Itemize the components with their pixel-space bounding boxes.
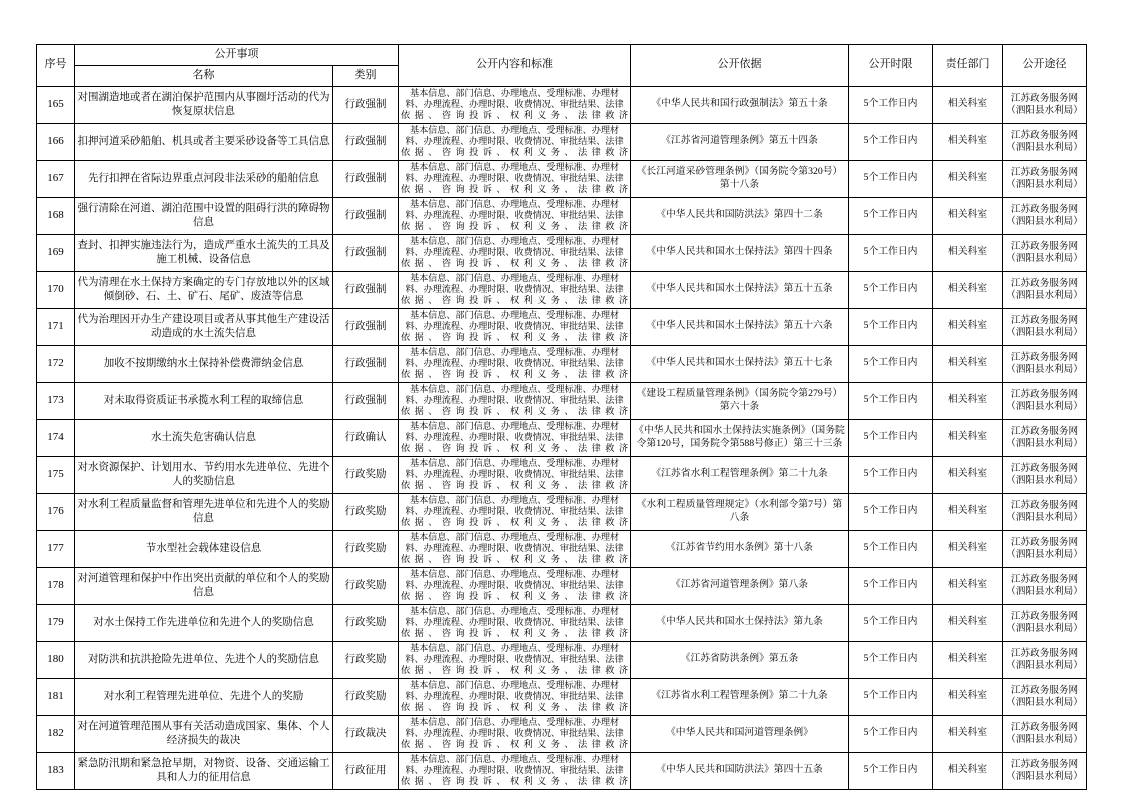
cell-department: 相关科室 bbox=[933, 234, 1003, 271]
cell-sequence: 165 bbox=[37, 86, 75, 123]
cell-basis: 《江苏省河道管理条例》第八条 bbox=[631, 567, 849, 604]
cell-type: 行政强制 bbox=[333, 382, 399, 419]
cell-department: 相关科室 bbox=[933, 308, 1003, 345]
header-name: 名称 bbox=[75, 65, 333, 86]
channel-line-2: （泗阳县水利局） bbox=[1006, 400, 1083, 412]
cell-sequence: 183 bbox=[37, 752, 75, 789]
cell-name: 代为清理在水土保持方案确定的专门存放地以外的区域倾倒砂、石、土、矿石、尾矿、废渣等信息 bbox=[75, 271, 333, 308]
cell-channel bbox=[1003, 715, 1087, 752]
table-row bbox=[37, 567, 1087, 604]
cell-limit: 5个工作日内 bbox=[849, 382, 933, 419]
channel-line-2: （泗阳县水利局） bbox=[1006, 585, 1083, 597]
cell-limit: 5个工作日内 bbox=[849, 197, 933, 234]
cell-limit: 5个工作日内 bbox=[849, 160, 933, 197]
cell-department: 相关科室 bbox=[933, 345, 1003, 382]
cell-type: 行政强制 bbox=[333, 271, 399, 308]
cell-limit: 5个工作日内 bbox=[849, 604, 933, 641]
table-row bbox=[37, 234, 1087, 271]
table-header-row-1 bbox=[37, 45, 1087, 66]
cell-content: 基本信息、部门信息、办理地点、受理标准、办理材料、办理流程、办理时限、收费情况、审批结果、法律依据、咨询投诉、权利义务、法律救济 bbox=[399, 641, 631, 678]
channel-line-2: （泗阳县水利局） bbox=[1006, 474, 1083, 486]
table-row bbox=[37, 197, 1087, 234]
cell-basis: 《中华人民共和国水土保持法》第五十五条 bbox=[631, 271, 849, 308]
cell-content: 基本信息、部门信息、办理地点、受理标准、办理材料、办理流程、办理时限、收费情况、审批结果、法律依据、咨询投诉、权利义务、法律救济 bbox=[399, 123, 631, 160]
channel-line-2: （泗阳县水利局） bbox=[1006, 104, 1083, 116]
cell-type: 行政征用 bbox=[333, 752, 399, 789]
channel-line-2: （泗阳县水利局） bbox=[1006, 696, 1083, 708]
cell-limit: 5个工作日内 bbox=[849, 641, 933, 678]
table-row bbox=[37, 382, 1087, 419]
cell-type: 行政奖励 bbox=[333, 530, 399, 567]
cell-department: 相关科室 bbox=[933, 604, 1003, 641]
cell-sequence: 166 bbox=[37, 123, 75, 160]
cell-sequence: 182 bbox=[37, 715, 75, 752]
table-row bbox=[37, 86, 1087, 123]
channel-line-1: 江苏政务服务网 bbox=[1010, 351, 1079, 363]
table-row bbox=[37, 160, 1087, 197]
channel-line-2: （泗阳县水利局） bbox=[1006, 289, 1083, 301]
cell-limit: 5个工作日内 bbox=[849, 123, 933, 160]
cell-content: 基本信息、部门信息、办理地点、受理标准、办理材料、办理流程、办理时限、收费情况、审批结果、法律依据、咨询投诉、权利义务、法律救济 bbox=[399, 456, 631, 493]
cell-name: 水土流失危害确认信息 bbox=[75, 419, 333, 456]
channel-line-2: （泗阳县水利局） bbox=[1006, 437, 1083, 449]
cell-basis: 《中华人民共和国河道管理条例》 bbox=[631, 715, 849, 752]
cell-channel bbox=[1003, 382, 1087, 419]
cell-name: 对水土保持工作先进单位和先进个人的奖励信息 bbox=[75, 604, 333, 641]
cell-channel bbox=[1003, 345, 1087, 382]
cell-channel bbox=[1003, 123, 1087, 160]
channel-line-2: （泗阳县水利局） bbox=[1006, 511, 1083, 523]
table-row bbox=[37, 604, 1087, 641]
cell-type: 行政奖励 bbox=[333, 456, 399, 493]
cell-content: 基本信息、部门信息、办理地点、受理标准、办理材料、办理流程、办理时限、收费情况、审批结果、法律依据、咨询投诉、权利义务、法律救济 bbox=[399, 752, 631, 789]
cell-sequence: 167 bbox=[37, 160, 75, 197]
table-body bbox=[37, 86, 1087, 789]
cell-sequence: 176 bbox=[37, 493, 75, 530]
cell-type: 行政奖励 bbox=[333, 641, 399, 678]
channel-line-1: 江苏政务服务网 bbox=[1010, 277, 1079, 289]
cell-type: 行政强制 bbox=[333, 123, 399, 160]
cell-channel bbox=[1003, 641, 1087, 678]
cell-channel bbox=[1003, 752, 1087, 789]
cell-basis: 《建设工程质量管理条例》（国务院令第279号）第六十条 bbox=[631, 382, 849, 419]
cell-channel bbox=[1003, 86, 1087, 123]
cell-department: 相关科室 bbox=[933, 530, 1003, 567]
cell-channel bbox=[1003, 160, 1087, 197]
channel-line-2: （泗阳县水利局） bbox=[1006, 215, 1083, 227]
cell-content: 基本信息、部门信息、办理地点、受理标准、办理材料、办理流程、办理时限、收费情况、审批结果、法律依据、咨询投诉、权利义务、法律救济 bbox=[399, 234, 631, 271]
header-dept: 责任部门 bbox=[933, 45, 1003, 87]
cell-basis: 《中华人民共和国水土保持法》第五十六条 bbox=[631, 308, 849, 345]
header-seq: 序号 bbox=[37, 45, 75, 87]
cell-limit: 5个工作日内 bbox=[849, 419, 933, 456]
cell-sequence: 168 bbox=[37, 197, 75, 234]
cell-content: 基本信息、部门信息、办理地点、受理标准、办理材料、办理流程、办理时限、收费情况、审批结果、法律依据、咨询投诉、权利义务、法律救济 bbox=[399, 382, 631, 419]
channel-line-1: 江苏政务服务网 bbox=[1010, 684, 1079, 696]
cell-limit: 5个工作日内 bbox=[849, 271, 933, 308]
cell-department: 相关科室 bbox=[933, 567, 1003, 604]
cell-basis: 《长江河道采砂管理条例》（国务院令第320号）第十八条 bbox=[631, 160, 849, 197]
cell-name: 加收不按期缴纳水土保持补偿费滞纳金信息 bbox=[75, 345, 333, 382]
cell-name: 对水资源保护、计划用水、节约用水先进单位、先进个人的奖励信息 bbox=[75, 456, 333, 493]
cell-type: 行政强制 bbox=[333, 197, 399, 234]
cell-limit: 5个工作日内 bbox=[849, 530, 933, 567]
cell-content: 基本信息、部门信息、办理地点、受理标准、办理材料、办理流程、办理时限、收费情况、审批结果、法律依据、咨询投诉、权利义务、法律救济 bbox=[399, 530, 631, 567]
cell-channel bbox=[1003, 530, 1087, 567]
cell-channel bbox=[1003, 419, 1087, 456]
cell-sequence: 181 bbox=[37, 678, 75, 715]
cell-name: 节水型社会载体建设信息 bbox=[75, 530, 333, 567]
cell-type: 行政确认 bbox=[333, 419, 399, 456]
cell-basis: 《中华人民共和国行政强制法》第五十条 bbox=[631, 86, 849, 123]
table-row bbox=[37, 493, 1087, 530]
cell-type: 行政强制 bbox=[333, 308, 399, 345]
cell-channel bbox=[1003, 308, 1087, 345]
cell-name: 对河道管理和保护中作出突出贡献的单位和个人的奖励信息 bbox=[75, 567, 333, 604]
header-type: 类别 bbox=[333, 65, 399, 86]
table-row bbox=[37, 123, 1087, 160]
table-row bbox=[37, 530, 1087, 567]
cell-sequence: 172 bbox=[37, 345, 75, 382]
channel-line-1: 江苏政务服务网 bbox=[1010, 92, 1079, 104]
cell-content: 基本信息、部门信息、办理地点、受理标准、办理材料、办理流程、办理时限、收费情况、审批结果、法律依据、咨询投诉、权利义务、法律救济 bbox=[399, 715, 631, 752]
cell-sequence: 180 bbox=[37, 641, 75, 678]
cell-sequence: 178 bbox=[37, 567, 75, 604]
cell-limit: 5个工作日内 bbox=[849, 493, 933, 530]
channel-line-1: 江苏政务服务网 bbox=[1010, 314, 1079, 326]
channel-line-2: （泗阳县水利局） bbox=[1006, 733, 1083, 745]
cell-content: 基本信息、部门信息、办理地点、受理标准、办理材料、办理流程、办理时限、收费情况、审批结果、法律依据、咨询投诉、权利义务、法律救济 bbox=[399, 419, 631, 456]
channel-line-1: 江苏政务服务网 bbox=[1010, 129, 1079, 141]
cell-type: 行政强制 bbox=[333, 160, 399, 197]
cell-name: 对未取得资质证书承揽水利工程的取缔信息 bbox=[75, 382, 333, 419]
cell-channel bbox=[1003, 234, 1087, 271]
table-row bbox=[37, 752, 1087, 789]
cell-limit: 5个工作日内 bbox=[849, 308, 933, 345]
cell-name: 先行扣押在省际边界重点河段非法采砂的船舶信息 bbox=[75, 160, 333, 197]
cell-channel bbox=[1003, 271, 1087, 308]
channel-line-1: 江苏政务服务网 bbox=[1010, 240, 1079, 252]
table-row bbox=[37, 715, 1087, 752]
cell-channel bbox=[1003, 604, 1087, 641]
channel-line-2: （泗阳县水利局） bbox=[1006, 770, 1083, 782]
channel-line-2: （泗阳县水利局） bbox=[1006, 548, 1083, 560]
channel-line-1: 江苏政务服务网 bbox=[1010, 758, 1079, 770]
cell-basis: 《江苏省防洪条例》第五条 bbox=[631, 641, 849, 678]
cell-department: 相关科室 bbox=[933, 419, 1003, 456]
cell-basis: 《中华人民共和国水土保持法》第四十四条 bbox=[631, 234, 849, 271]
channel-line-2: （泗阳县水利局） bbox=[1006, 178, 1083, 190]
cell-type: 行政裁决 bbox=[333, 715, 399, 752]
header-limit: 公开时限 bbox=[849, 45, 933, 87]
cell-content: 基本信息、部门信息、办理地点、受理标准、办理材料、办理流程、办理时限、收费情况、审批结果、法律依据、咨询投诉、权利义务、法律救济 bbox=[399, 345, 631, 382]
cell-department: 相关科室 bbox=[933, 160, 1003, 197]
channel-line-1: 江苏政务服务网 bbox=[1010, 610, 1079, 622]
header-basis: 公开依据 bbox=[631, 45, 849, 87]
channel-line-2: （泗阳县水利局） bbox=[1006, 141, 1083, 153]
public-affairs-table bbox=[36, 44, 1087, 790]
cell-content: 基本信息、部门信息、办理地点、受理标准、办理材料、办理流程、办理时限、收费情况、审批结果、法律依据、咨询投诉、权利义务、法律救济 bbox=[399, 678, 631, 715]
cell-basis: 《中华人民共和国水土保持法》第九条 bbox=[631, 604, 849, 641]
table-row bbox=[37, 678, 1087, 715]
channel-line-1: 江苏政务服务网 bbox=[1010, 499, 1079, 511]
cell-name: 查封、扣押实施违法行为，造成严重水土流失的工具及施工机械、设备信息 bbox=[75, 234, 333, 271]
channel-line-1: 江苏政务服务网 bbox=[1010, 536, 1079, 548]
channel-line-2: （泗阳县水利局） bbox=[1006, 252, 1083, 264]
cell-name: 强行清除在河道、湖泊范围中设置的阻碍行洪的障碍物信息 bbox=[75, 197, 333, 234]
cell-name: 对在河道管理范围从事有关活动造成国家、集体、个人经济损失的裁决 bbox=[75, 715, 333, 752]
cell-limit: 5个工作日内 bbox=[849, 715, 933, 752]
table-row bbox=[37, 456, 1087, 493]
cell-sequence: 174 bbox=[37, 419, 75, 456]
cell-name: 代为治理因开办生产建设项目或者从事其他生产建设活动造成的水土流失信息 bbox=[75, 308, 333, 345]
cell-content: 基本信息、部门信息、办理地点、受理标准、办理材料、办理流程、办理时限、收费情况、审批结果、法律依据、咨询投诉、权利义务、法律救济 bbox=[399, 197, 631, 234]
header-content: 公开内容和标准 bbox=[399, 45, 631, 87]
cell-sequence: 173 bbox=[37, 382, 75, 419]
channel-line-1: 江苏政务服务网 bbox=[1010, 203, 1079, 215]
cell-content: 基本信息、部门信息、办理地点、受理标准、办理材料、办理流程、办理时限、收费情况、审批结果、法律依据、咨询投诉、权利义务、法律救济 bbox=[399, 86, 631, 123]
cell-limit: 5个工作日内 bbox=[849, 456, 933, 493]
cell-basis: 《中华人民共和国水土保持法实施条例》（国务院令第120号，国务院令第588号修正）第三十三条 bbox=[631, 419, 849, 456]
cell-department: 相关科室 bbox=[933, 271, 1003, 308]
table-row bbox=[37, 308, 1087, 345]
table-row bbox=[37, 419, 1087, 456]
channel-line-2: （泗阳县水利局） bbox=[1006, 363, 1083, 375]
cell-basis: 《中华人民共和国防洪法》第四十二条 bbox=[631, 197, 849, 234]
cell-channel bbox=[1003, 678, 1087, 715]
cell-channel bbox=[1003, 456, 1087, 493]
cell-sequence: 169 bbox=[37, 234, 75, 271]
cell-type: 行政奖励 bbox=[333, 678, 399, 715]
cell-limit: 5个工作日内 bbox=[849, 86, 933, 123]
cell-basis: 《水利工程质量管理规定》（水利部令第7号）第八条 bbox=[631, 493, 849, 530]
cell-sequence: 177 bbox=[37, 530, 75, 567]
cell-limit: 5个工作日内 bbox=[849, 752, 933, 789]
cell-type: 行政强制 bbox=[333, 234, 399, 271]
cell-content: 基本信息、部门信息、办理地点、受理标准、办理材料、办理流程、办理时限、收费情况、审批结果、法律依据、咨询投诉、权利义务、法律救济 bbox=[399, 567, 631, 604]
header-matter-group: 公开事项 bbox=[75, 45, 399, 66]
cell-department: 相关科室 bbox=[933, 752, 1003, 789]
cell-name: 对围湖造地或者在湖泊保护范围内从事圈圩活动的代为恢复原状信息 bbox=[75, 86, 333, 123]
cell-basis: 《中华人民共和国水土保持法》第五十七条 bbox=[631, 345, 849, 382]
channel-line-2: （泗阳县水利局） bbox=[1006, 622, 1083, 634]
channel-line-1: 江苏政务服务网 bbox=[1010, 388, 1079, 400]
cell-content: 基本信息、部门信息、办理地点、受理标准、办理材料、办理流程、办理时限、收费情况、审批结果、法律依据、咨询投诉、权利义务、法律救济 bbox=[399, 160, 631, 197]
cell-department: 相关科室 bbox=[933, 678, 1003, 715]
cell-name: 对水利工程质量监督和管理先进单位和先进个人的奖励信息 bbox=[75, 493, 333, 530]
cell-sequence: 175 bbox=[37, 456, 75, 493]
cell-department: 相关科室 bbox=[933, 86, 1003, 123]
channel-line-2: （泗阳县水利局） bbox=[1006, 659, 1083, 671]
cell-channel bbox=[1003, 197, 1087, 234]
channel-line-2: （泗阳县水利局） bbox=[1006, 326, 1083, 338]
cell-department: 相关科室 bbox=[933, 382, 1003, 419]
cell-limit: 5个工作日内 bbox=[849, 345, 933, 382]
cell-sequence: 179 bbox=[37, 604, 75, 641]
cell-department: 相关科室 bbox=[933, 123, 1003, 160]
channel-line-1: 江苏政务服务网 bbox=[1010, 425, 1079, 437]
cell-department: 相关科室 bbox=[933, 715, 1003, 752]
header-channel: 公开途径 bbox=[1003, 45, 1087, 87]
cell-type: 行政强制 bbox=[333, 86, 399, 123]
cell-channel bbox=[1003, 493, 1087, 530]
channel-line-1: 江苏政务服务网 bbox=[1010, 573, 1079, 585]
channel-line-1: 江苏政务服务网 bbox=[1010, 166, 1079, 178]
cell-department: 相关科室 bbox=[933, 493, 1003, 530]
cell-limit: 5个工作日内 bbox=[849, 567, 933, 604]
cell-content: 基本信息、部门信息、办理地点、受理标准、办理材料、办理流程、办理时限、收费情况、审批结果、法律依据、咨询投诉、权利义务、法律救济 bbox=[399, 493, 631, 530]
cell-type: 行政强制 bbox=[333, 345, 399, 382]
cell-name: 对水利工程管理先进单位、先进个人的奖励 bbox=[75, 678, 333, 715]
cell-name: 对防洪和抗洪抢险先进单位、先进个人的奖励信息 bbox=[75, 641, 333, 678]
table-row bbox=[37, 345, 1087, 382]
channel-line-1: 江苏政务服务网 bbox=[1010, 647, 1079, 659]
cell-type: 行政奖励 bbox=[333, 493, 399, 530]
cell-type: 行政奖励 bbox=[333, 604, 399, 641]
cell-sequence: 170 bbox=[37, 271, 75, 308]
cell-department: 相关科室 bbox=[933, 456, 1003, 493]
channel-line-1: 江苏政务服务网 bbox=[1010, 721, 1079, 733]
channel-line-1: 江苏政务服务网 bbox=[1010, 462, 1079, 474]
cell-basis: 《江苏省水利工程管理条例》第二十九条 bbox=[631, 456, 849, 493]
cell-type: 行政奖励 bbox=[333, 567, 399, 604]
table-row bbox=[37, 271, 1087, 308]
cell-content: 基本信息、部门信息、办理地点、受理标准、办理材料、办理流程、办理时限、收费情况、审批结果、法律依据、咨询投诉、权利义务、法律救济 bbox=[399, 308, 631, 345]
cell-content: 基本信息、部门信息、办理地点、受理标准、办理材料、办理流程、办理时限、收费情况、审批结果、法律依据、咨询投诉、权利义务、法律救济 bbox=[399, 604, 631, 641]
cell-content: 基本信息、部门信息、办理地点、受理标准、办理材料、办理流程、办理时限、收费情况、审批结果、法律依据、咨询投诉、权利义务、法律救济 bbox=[399, 271, 631, 308]
cell-limit: 5个工作日内 bbox=[849, 234, 933, 271]
cell-channel bbox=[1003, 567, 1087, 604]
table-row bbox=[37, 641, 1087, 678]
cell-department: 相关科室 bbox=[933, 641, 1003, 678]
cell-department: 相关科室 bbox=[933, 197, 1003, 234]
cell-name: 扣押河道采砂船舶、机具或者主要采砂设备等工具信息 bbox=[75, 123, 333, 160]
cell-basis: 《江苏省水利工程管理条例》第二十九条 bbox=[631, 678, 849, 715]
cell-basis: 《中华人民共和国防洪法》第四十五条 bbox=[631, 752, 849, 789]
cell-name: 紧急防汛期和紧急抢早期，对物资、设备、交通运输工具和人力的征用信息 bbox=[75, 752, 333, 789]
cell-basis: 《江苏省河道管理条例》第五十四条 bbox=[631, 123, 849, 160]
cell-sequence: 171 bbox=[37, 308, 75, 345]
cell-limit: 5个工作日内 bbox=[849, 678, 933, 715]
cell-basis: 《江苏省节约用水条例》第十八条 bbox=[631, 530, 849, 567]
